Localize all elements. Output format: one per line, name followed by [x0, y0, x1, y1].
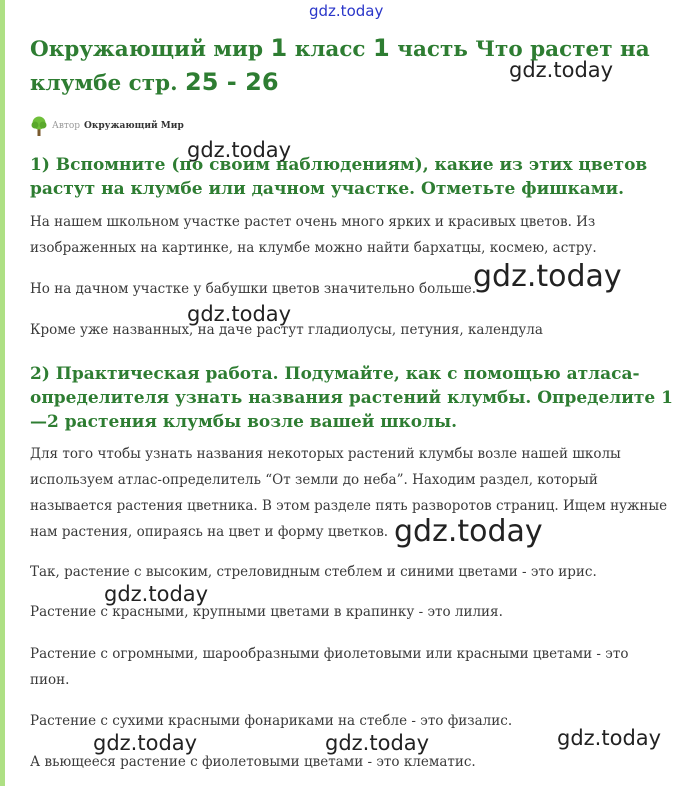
watermark: gdz.today — [557, 726, 662, 750]
watermark: gdz.today — [473, 259, 622, 294]
section-2-paragraph: Для того чтобы узнать названия некоторых растений клумбы возле нашей школы используем атлас-определитель “От земли до неба”. Находим раздел, который называется растения цветника. В этом разделе пять разворотов страниц. Ищем нужные нам растения, опираясь на цвет и форму цветков. — [30, 446, 668, 540]
left-accent-border — [0, 0, 5, 786]
tree-icon — [30, 116, 48, 136]
section-2-paragraph: Так, растение с высоким, стреловидным стеблем и синими цветами - это ирис. — [30, 564, 597, 580]
title-text-3: часть Что растет на клумбе стр. — [30, 37, 650, 96]
title-grade-number: 1 — [270, 34, 288, 62]
author-value: Окружающий Мир — [84, 121, 184, 131]
section-2-paragraph: Растение с сухими красными фонариками на стебле - это физалис. — [30, 713, 513, 729]
watermark: gdz.today — [325, 731, 430, 755]
title-text-1: Окружающий мир — [30, 37, 271, 62]
section-2-paragraph: Растение с огромными, шарообразными фиолетовыми или красными цветами - это пион. — [30, 646, 629, 688]
title-pages: 25 - 26 — [185, 68, 279, 96]
section-1-heading: 1) Вспомните (по своим наблюдениям), какие из этих цветов растут на клумбе или дачном участке. Отметьте фишками. — [30, 155, 648, 199]
section-1-paragraph: Но на дачном участке у бабушки цветов значительно больше. — [30, 281, 477, 297]
section-1-paragraph: На нашем школьном участке растет очень много ярких и красивых цветов. Из изображенных на картинке, на клумбе можно найти бархатцы, космею, астру. — [30, 214, 597, 256]
watermark: gdz.today — [104, 582, 209, 606]
section-1-paragraph: Кроме уже названных, на даче растут гладиолусы, петуния, календула — [30, 322, 543, 338]
watermark: gdz.today — [187, 138, 292, 162]
watermark: gdz.today — [93, 731, 198, 755]
section-2-paragraph: А вьющееся растение с фиолетовыми цветами - это клематис. — [30, 754, 476, 770]
author-label: Автор — [52, 121, 81, 131]
watermark: gdz.today — [394, 514, 543, 549]
watermark-top: gdz.today — [309, 2, 384, 20]
section-2-paragraph: Растение с красными, крупными цветами в крапинку - это лилия. — [30, 604, 503, 620]
author-meta — [30, 116, 184, 136]
watermark: gdz.today — [509, 58, 614, 82]
section-2-heading: 2) Практическая работа. Подумайте, как с помощью атласа-определителя узнать названия растений клумбы. Определите 1—2 растения клумбы возле вашей школы. — [30, 364, 673, 432]
title-text-2: класс — [287, 37, 374, 62]
watermark: gdz.today — [187, 302, 292, 326]
title-part-number: 1 — [373, 34, 390, 62]
